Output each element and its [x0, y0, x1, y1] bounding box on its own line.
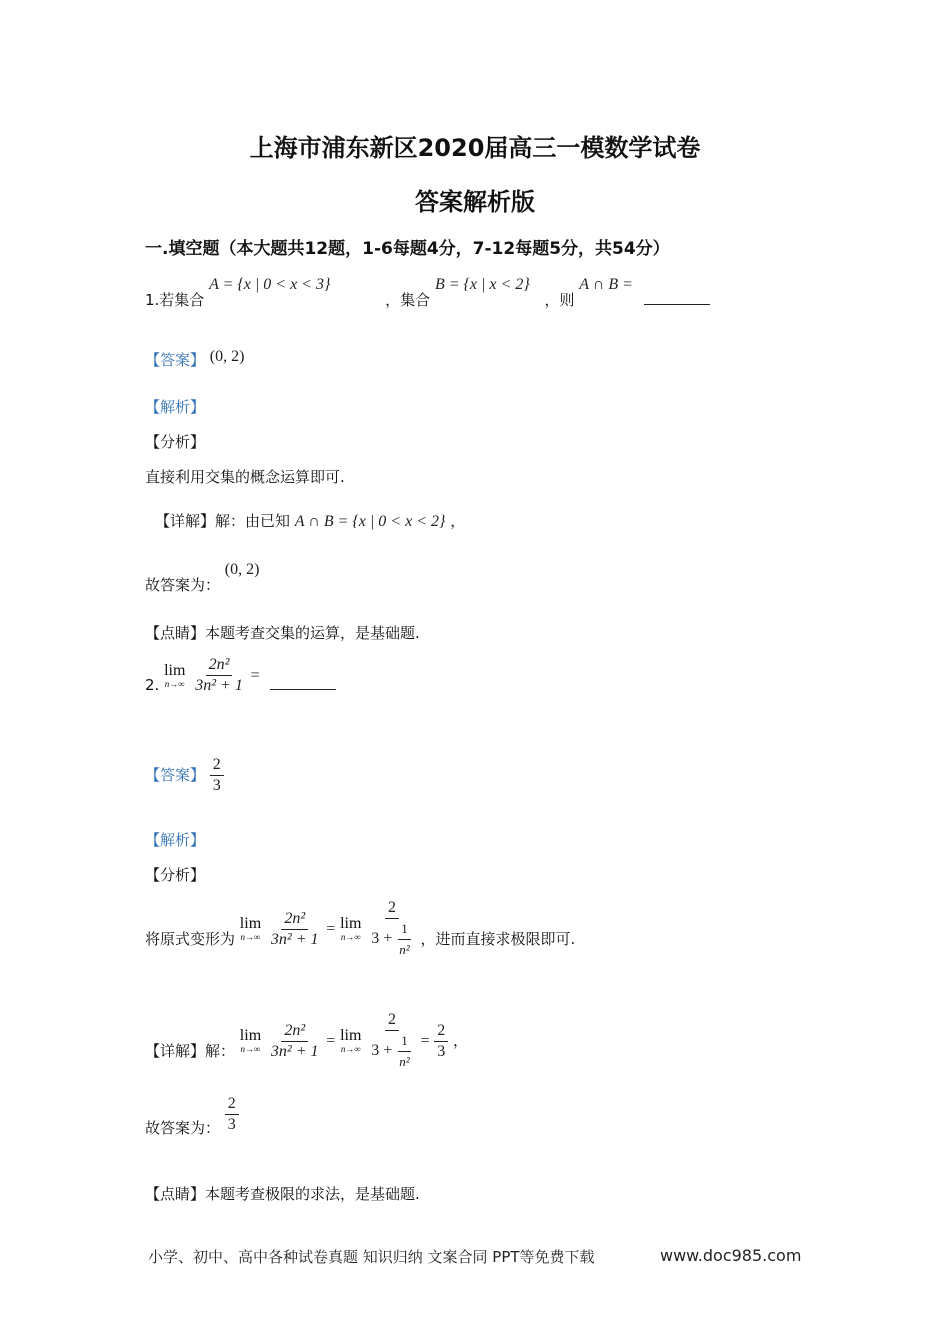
question-2	[145, 655, 336, 696]
page-subtitle: 答案解析版	[415, 188, 535, 216]
a2-fenxi-lim2-sub: n→∞	[340, 932, 361, 942]
a2-xj-result-den: 3	[437, 1042, 446, 1060]
a2-xj-lim2	[340, 1028, 361, 1054]
a1-answer-label: 【答案】	[145, 351, 206, 369]
a2-xj-small-frac	[396, 1031, 412, 1072]
a2-answer-label: 【答案】	[145, 766, 206, 784]
a1-fenxi-label: 【分析】	[145, 433, 206, 451]
page-title: 上海市浦东新区2020届高三一模数学试卷	[249, 134, 701, 162]
a1-xiangjie-row	[155, 510, 465, 531]
q2-fraction	[192, 655, 246, 696]
q2-lim-sub: n→∞	[164, 678, 185, 689]
question-1	[145, 272, 710, 309]
a1-answer: (0, 2)	[209, 348, 245, 365]
a2-fenxi-frac1-den: 3n² + 1	[270, 930, 319, 948]
a2-fenxi-lim1-word: lim	[239, 915, 262, 932]
a2-xj-frac2	[368, 1010, 415, 1072]
a2-fenxi-frac2-num: 2	[385, 898, 399, 919]
a1-gudaan-value: (0, 2)	[224, 561, 260, 578]
a2-jiexi-label: 【解析】	[145, 831, 206, 849]
footer-url[interactable]: www.doc985.com	[660, 1246, 802, 1265]
a2-fenxi-small-frac	[396, 919, 412, 960]
a2-fenxi-lim2-word: lim	[340, 915, 362, 932]
a2-fenxi-small-num: 1	[398, 919, 411, 940]
footer-text: 小学、初中、高中各种试卷真题 知识归纳 文案合同 PPT等免费下载	[148, 1248, 595, 1266]
a2-gudaan-den: 3	[227, 1116, 236, 1133]
a1-gudaan-label: 故答案为：	[145, 576, 221, 594]
a2-xiangjie-end: ，	[453, 1031, 469, 1050]
a2-fenxi-lim1-sub: n→∞	[240, 932, 261, 942]
a2-xj-lim2-word: lim	[340, 1027, 362, 1044]
a2-dianjing: 【点睛】本题考查极限的求法，是基础题.	[145, 1185, 420, 1203]
a2-fenxi-eq: =	[326, 920, 336, 938]
q2-lim-word: lim	[164, 661, 186, 679]
q1-mid1: ，集合	[385, 291, 431, 309]
a2-gudaan-fraction	[225, 1094, 239, 1135]
a2-xj-lim1-word: lim	[239, 1027, 262, 1044]
a1-fenxi-text: 直接利用交集的概念运算即可.	[145, 468, 345, 486]
a2-fenxi-frac2	[368, 898, 415, 960]
q1-expr: A ∩ B =	[579, 276, 633, 293]
a2-gudaan-num: 2	[225, 1094, 239, 1115]
q1-mid2: ，则	[544, 291, 575, 309]
a1-xiangjie-expr: A ∩ B = {x | 0 < x < 2}	[294, 513, 446, 530]
a1-xiangjie-label: 【详解】解：由已知	[155, 512, 291, 530]
a2-fenxi-frac1	[268, 909, 322, 950]
a2-fenxi-lim1	[240, 916, 261, 942]
a2-answer-row	[145, 755, 224, 796]
a2-xj-small-den: n²	[399, 1054, 410, 1069]
a2-xj-frac1-num: 2n²	[281, 1021, 308, 1042]
a2-xj-frac1	[268, 1021, 322, 1062]
a2-fenxi-frac1-num: 2n²	[281, 909, 308, 930]
section-heading: 一.填空题（本大题共12题，1-6每题4分，7-12每题5分，共54分）	[145, 239, 670, 259]
a2-xj-lim2-sub: n→∞	[340, 1044, 361, 1054]
q2-blank	[270, 673, 336, 690]
a2-answer-den: 3	[212, 777, 221, 794]
a2-fenxi-lim2	[340, 916, 361, 942]
a2-fenxi-small-den: n²	[399, 942, 410, 957]
a2-xiangjie-row	[145, 1010, 468, 1072]
a2-answer-num: 2	[210, 755, 224, 776]
q2-denominator: 3n² + 1	[195, 677, 243, 694]
a1-jiexi-label: 【解析】	[145, 398, 206, 416]
a2-gudaan-row	[145, 1094, 239, 1135]
q2-limit	[164, 663, 185, 689]
a2-fenxi-row	[145, 898, 575, 960]
a2-xj-lim1	[240, 1028, 261, 1054]
a2-gudaan-label: 故答案为：	[145, 1119, 221, 1137]
q2-numerator: 2n²	[206, 655, 233, 676]
a2-xj-lim1-sub: n→∞	[240, 1044, 261, 1054]
a1-answer-row	[145, 345, 245, 369]
a2-xj-frac2-den-pre: 3 +	[371, 1042, 393, 1060]
a2-xj-result-num: 2	[434, 1021, 448, 1042]
a2-answer-fraction	[210, 755, 224, 796]
a2-fenxi-label: 【分析】	[145, 866, 206, 884]
a2-fenxi-pre: 将原式变形为	[145, 929, 236, 948]
q2-equals: =	[250, 667, 260, 684]
a2-fenxi-frac2-den-pre: 3 +	[371, 930, 393, 948]
q1-set-b: B = {x | x < 2}	[434, 276, 530, 293]
a2-xj-frac2-den	[368, 1031, 415, 1072]
q2-number: 2.	[145, 676, 160, 694]
a2-xj-eq1: =	[326, 1032, 336, 1050]
a1-xiangjie-end: ，	[450, 512, 466, 530]
a2-xj-small-num: 1	[398, 1031, 411, 1052]
q1-prefix: 1.若集合	[145, 291, 205, 309]
a2-xj-eq2: =	[420, 1032, 430, 1050]
a2-xj-result	[434, 1021, 448, 1062]
a2-fenxi-frac2-den	[368, 919, 415, 960]
a1-dianjing: 【点睛】本题考查交集的运算，是基础题.	[145, 624, 420, 642]
a2-xiangjie-label: 【详解】解：	[145, 1041, 236, 1060]
a2-xj-frac2-num: 2	[385, 1010, 399, 1031]
q1-set-a: A = {x | 0 < x < 3}	[209, 276, 331, 293]
a2-xj-frac1-den: 3n² + 1	[270, 1042, 319, 1060]
q1-blank	[644, 288, 710, 305]
a1-gudaan-row	[145, 558, 260, 594]
a2-fenxi-post: ，进而直接求极限即可.	[420, 929, 576, 948]
